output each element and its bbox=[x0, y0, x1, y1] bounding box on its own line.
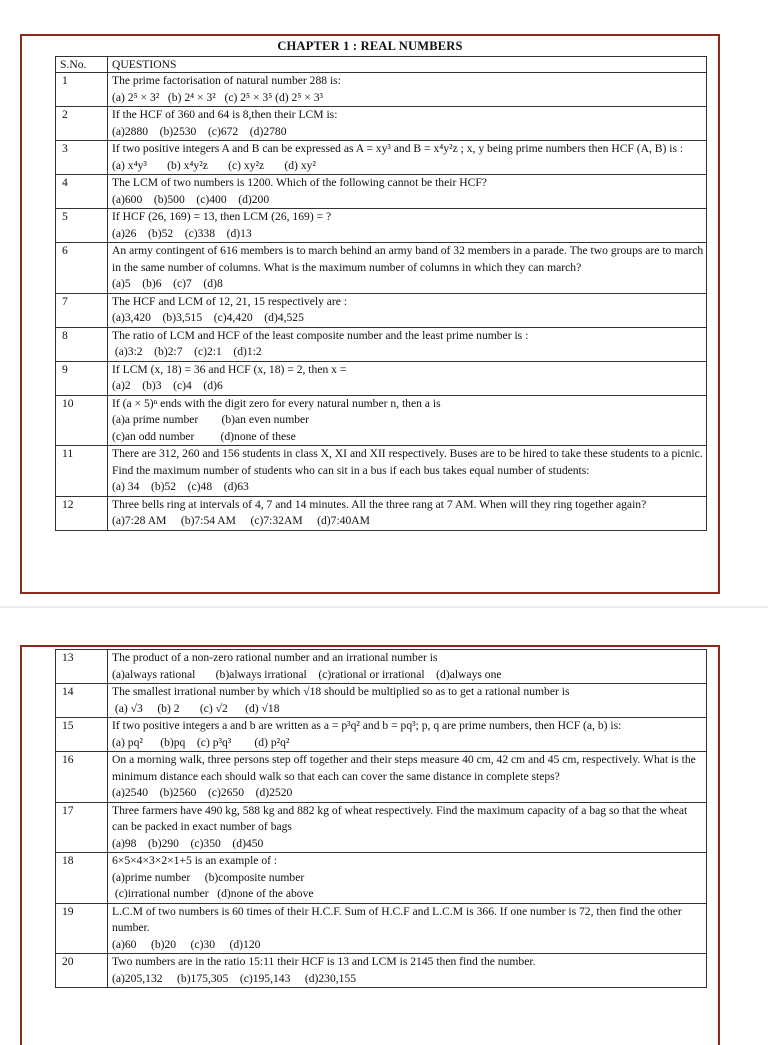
question-row bbox=[56, 293, 707, 327]
question-text: Three farmers have 490 kg, 588 kg and 882 kg of wheat respectively. Find the maximum capacity of a bag so that the wheat can be packed in exact number of bags bbox=[112, 803, 688, 833]
question-cell bbox=[108, 293, 707, 327]
answer-options: (a) pq² (b)pq (c) p³q³ (d) p²q² bbox=[112, 735, 290, 749]
question-cell bbox=[108, 496, 707, 530]
answer-options: (a) 2⁵ × 3² (b) 2⁴ × 3² (c) 2⁵ × 3⁵ (d) 2⁵ × 3³ bbox=[112, 90, 324, 104]
question-number: 11 bbox=[56, 446, 108, 497]
question-number: 19 bbox=[56, 903, 108, 954]
question-row bbox=[56, 802, 707, 853]
question-text: If two positive integers a and b are written as a = p³q² and b = pq³; p, q are prime numbers, then HCF (a, b) is: bbox=[112, 719, 622, 732]
question-row bbox=[56, 395, 707, 446]
table-header-row bbox=[56, 57, 707, 73]
question-number: 16 bbox=[56, 752, 108, 803]
question-number: 5 bbox=[56, 209, 108, 243]
question-number: 13 bbox=[56, 650, 108, 684]
question-text: If two positive integers A and B can be expressed as A = xy³ and B = x⁴y²z ; x, y being prime numbers then HCF (A, B) is : bbox=[112, 142, 684, 155]
question-text: L.C.M of two numbers is 60 times of their H.C.F. Sum of H.C.F and L.C.M is 366. If one number is 72, then find the other number. bbox=[112, 904, 682, 934]
question-cell bbox=[108, 73, 707, 107]
answer-options: (a)2540 (b)2560 (c)2650 (d)2520 bbox=[112, 786, 293, 799]
question-row bbox=[56, 243, 707, 294]
answer-options: (a)26 (b)52 (c)338 (d)13 bbox=[112, 226, 252, 240]
question-number: 1 bbox=[56, 73, 108, 107]
worksheet-page-1 bbox=[20, 34, 720, 594]
question-number: 20 bbox=[56, 954, 108, 988]
question-number: 4 bbox=[56, 175, 108, 209]
answer-options: (a) √3 (b) 2 (c) √2 (d) √18 bbox=[112, 701, 280, 715]
question-number: 7 bbox=[56, 293, 108, 327]
question-row bbox=[56, 853, 707, 904]
question-cell bbox=[108, 243, 707, 294]
question-row bbox=[56, 141, 707, 175]
question-row bbox=[56, 954, 707, 988]
question-row bbox=[56, 903, 707, 954]
answer-options: (a)3:2 (b)2:7 (c)2:1 (d)1:2 bbox=[112, 345, 262, 358]
chapter-title: CHAPTER 1 : REAL NUMBERS bbox=[277, 39, 463, 53]
question-text: If (a × 5)ⁿ ends with the digit zero for every natural number n, then a is bbox=[112, 396, 441, 410]
question-text: The prime factorisation of natural number 288 is: bbox=[112, 74, 341, 87]
question-text: 6×5×4×3×2×1+5 is an example of : bbox=[112, 854, 278, 867]
answer-options: (a)7:28 AM (b)7:54 AM (c)7:32AM (d)7:40AM bbox=[112, 514, 370, 527]
question-number: 10 bbox=[56, 395, 108, 446]
question-cell bbox=[108, 141, 707, 175]
question-cell bbox=[108, 718, 707, 752]
question-number: 17 bbox=[56, 802, 108, 853]
question-text: The product of a non-zero rational number and an irrational number is bbox=[112, 651, 438, 664]
question-row bbox=[56, 327, 707, 361]
question-cell bbox=[108, 903, 707, 954]
question-cell bbox=[108, 752, 707, 803]
question-text: An army contingent of 616 members is to march behind an army band of 32 members in a parade. The two groups are to march in the same number of columns. What is the maximum number of columns in which they can march? bbox=[112, 244, 704, 274]
question-text: There are 312, 260 and 156 students in class X, XI and XII respectively. Buses are to be hired to take these students to a picnic. Find the maximum number of students who can sit in a bus if each bus takes equal number of students: bbox=[112, 447, 703, 477]
question-cell bbox=[108, 446, 707, 497]
question-row bbox=[56, 446, 707, 497]
question-cell bbox=[108, 175, 707, 209]
question-text: The ratio of LCM and HCF of the least composite number and the least prime number is : bbox=[112, 328, 529, 342]
answer-options: (a)60 (b)20 (c)30 (d)120 bbox=[112, 937, 261, 951]
question-number: 18 bbox=[56, 853, 108, 904]
question-number: 15 bbox=[56, 718, 108, 752]
question-cell bbox=[108, 327, 707, 361]
question-row bbox=[56, 752, 707, 803]
question-cell bbox=[108, 107, 707, 141]
question-number: 12 bbox=[56, 496, 108, 530]
answer-options: (a)600 (b)500 (c)400 (d)200 bbox=[112, 192, 270, 206]
question-cell bbox=[108, 650, 707, 684]
answer-options: (a)3,420 (b)3,515 (c)4,420 (d)4,525 bbox=[112, 311, 304, 324]
answer-options: (c)an odd number (d)none of these bbox=[112, 429, 296, 443]
question-number: 3 bbox=[56, 141, 108, 175]
question-number: 8 bbox=[56, 327, 108, 361]
question-text: The HCF and LCM of 12, 21, 15 respectively are : bbox=[112, 294, 348, 308]
question-row bbox=[56, 209, 707, 243]
questions-body-2 bbox=[56, 650, 707, 988]
question-text: If HCF (26, 169) = 13, then LCM (26, 169) = ? bbox=[112, 210, 332, 223]
question-row bbox=[56, 684, 707, 718]
question-text: If LCM (x, 18) = 36 and HCF (x, 18) = 2, then x = bbox=[112, 362, 347, 376]
question-row bbox=[56, 107, 707, 141]
answer-options: (a)2880 (b)2530 (c)672 (d)2780 bbox=[112, 124, 287, 138]
question-cell bbox=[108, 361, 707, 395]
questions-table-1 bbox=[55, 56, 707, 531]
answer-options: (a)98 (b)290 (c)350 (d)450 bbox=[112, 836, 264, 850]
question-cell bbox=[108, 684, 707, 718]
question-cell bbox=[108, 209, 707, 243]
question-number: 2 bbox=[56, 107, 108, 141]
answer-options: (c)irrational number (d)none of the above bbox=[112, 887, 314, 900]
question-text: On a morning walk, three persons step off together and their steps measure 40 cm, 42 cm and 45 cm, respectively. What is the minimum distance each should walk so that each can cover the same distance in complete steps? bbox=[112, 753, 696, 783]
question-row bbox=[56, 73, 707, 107]
answer-options: (a)205,132 (b)175,305 (c)195,143 (d)230,155 bbox=[112, 971, 357, 985]
question-row bbox=[56, 361, 707, 395]
question-number: 14 bbox=[56, 684, 108, 718]
question-text: The LCM of two numbers is 1200. Which of the following cannot be their HCF? bbox=[112, 176, 487, 189]
question-text: Two numbers are in the ratio 15:11 their HCF is 13 and LCM is 2145 then find the number. bbox=[112, 955, 536, 968]
question-text: If the HCF of 360 and 64 is 8,then their LCM is: bbox=[112, 108, 338, 121]
question-cell bbox=[108, 395, 707, 446]
question-text: Three bells ring at intervals of 4, 7 and 14 minutes. All the three rang at 7 AM. When will they ring together again? bbox=[112, 497, 647, 511]
answer-options: (a)always rational (b)always irrational (c)rational or irrational (d)always one bbox=[112, 667, 502, 681]
question-number: 9 bbox=[56, 361, 108, 395]
question-row bbox=[56, 650, 707, 684]
header-sno: S.No. bbox=[56, 57, 108, 73]
question-cell bbox=[108, 853, 707, 904]
answer-options: (a)5 (b)6 (c)7 (d)8 bbox=[112, 277, 223, 290]
answer-options: (a)prime number (b)composite number bbox=[112, 870, 305, 884]
page-separator bbox=[0, 606, 768, 608]
worksheet-page-2 bbox=[20, 645, 720, 1045]
header-questions: QUESTIONS bbox=[108, 57, 707, 73]
answer-options: (a)2 (b)3 (c)4 (d)6 bbox=[112, 379, 223, 392]
question-row bbox=[56, 718, 707, 752]
question-text: The smallest irrational number by which √18 should be multiplied so as to get a rational number is bbox=[112, 685, 570, 698]
question-number: 6 bbox=[56, 243, 108, 294]
answer-options: (a) x⁴y³ (b) x⁴y²z (c) xy²z (d) xy² bbox=[112, 158, 316, 172]
question-row bbox=[56, 175, 707, 209]
answer-options: (a) 34 (b)52 (c)48 (d)63 bbox=[112, 480, 249, 493]
question-cell bbox=[108, 802, 707, 853]
answer-options: (a)a prime number (b)an even number bbox=[112, 413, 310, 426]
question-cell bbox=[108, 954, 707, 988]
question-row bbox=[56, 496, 707, 530]
questions-table-2 bbox=[55, 649, 707, 988]
questions-body-1 bbox=[56, 73, 707, 531]
